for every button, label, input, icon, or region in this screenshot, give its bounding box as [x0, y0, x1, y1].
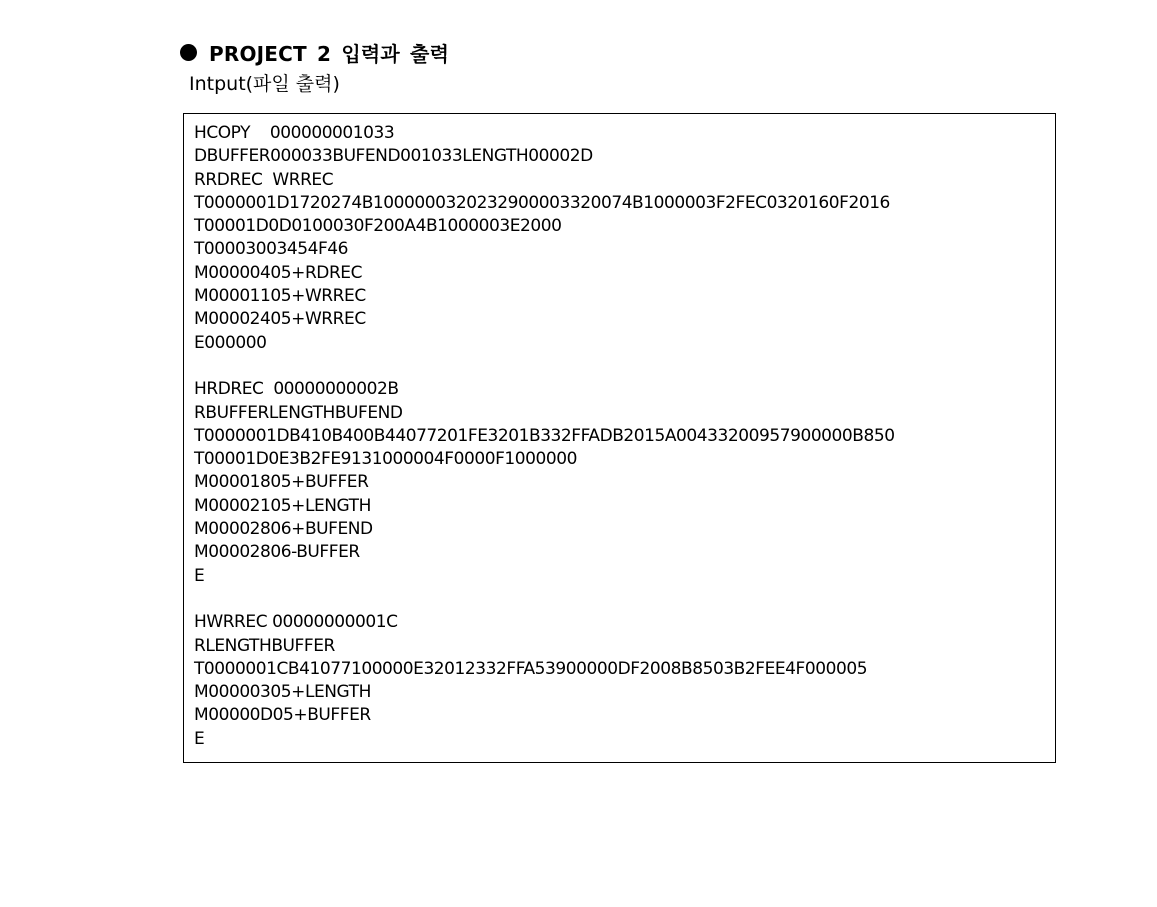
page-title: PROJECT 2 입력과 출력: [209, 41, 450, 66]
section-subtitle: Intput(파일 출력): [189, 73, 340, 95]
modification-record: M00000D05+BUFFER: [194, 705, 371, 726]
header-record: HRDREC 00000000002B: [194, 379, 399, 400]
end-record: E: [194, 565, 205, 586]
refer-record: RBUFFERLENGTHBUFEND: [194, 402, 403, 423]
bullet-icon: [180, 44, 197, 61]
define-record: DBUFFER000033BUFEND001033LENGTH00002D: [194, 146, 593, 167]
section-heading: [180, 38, 449, 66]
modification-record: M00002405+WRREC: [194, 309, 366, 330]
refer-record: RRDREC WRREC: [194, 169, 334, 190]
text-record: T00001D0D0100030F200A4B1000003E2000: [194, 216, 562, 237]
object-program-rdrec: [194, 378, 1055, 588]
modification-record: M00001805+BUFFER: [194, 472, 369, 493]
modification-record: M00000305+LENGTH: [194, 682, 371, 703]
modification-record: M00001105+WRREC: [194, 286, 366, 307]
header-record: HWRREC 00000000001C: [194, 612, 398, 633]
modification-record: M00002105+LENGTH: [194, 495, 371, 516]
object-program-wrrec: [194, 611, 1055, 751]
object-program-output: [183, 113, 1056, 763]
refer-record: RLENGTHBUFFER: [194, 635, 335, 656]
modification-record: M00002806+BUFEND: [194, 519, 373, 540]
text-record: T0000001CB41077100000E32012332FFA53900000DF2008B8503B2FEE4F000005: [194, 658, 868, 679]
end-record: E000000: [194, 332, 267, 353]
header-record: HCOPY 000000001033: [194, 123, 395, 143]
object-program-copy: [194, 122, 1055, 355]
modification-record: M00002806-BUFFER: [194, 542, 360, 563]
text-record: T00001D0E3B2FE9131000004F0000F1000000: [194, 449, 577, 470]
end-record: E: [194, 728, 205, 749]
text-record: T0000001D1720274B1000000320232900003320074B1000003F2FEC0320160F2016: [194, 192, 890, 213]
text-record: T00003003454F46: [194, 239, 349, 260]
text-record: T0000001DB410B400B44077201FE3201B332FFADB2015A00433200957900000B850: [194, 425, 895, 446]
modification-record: M00000405+RDREC: [194, 262, 363, 283]
